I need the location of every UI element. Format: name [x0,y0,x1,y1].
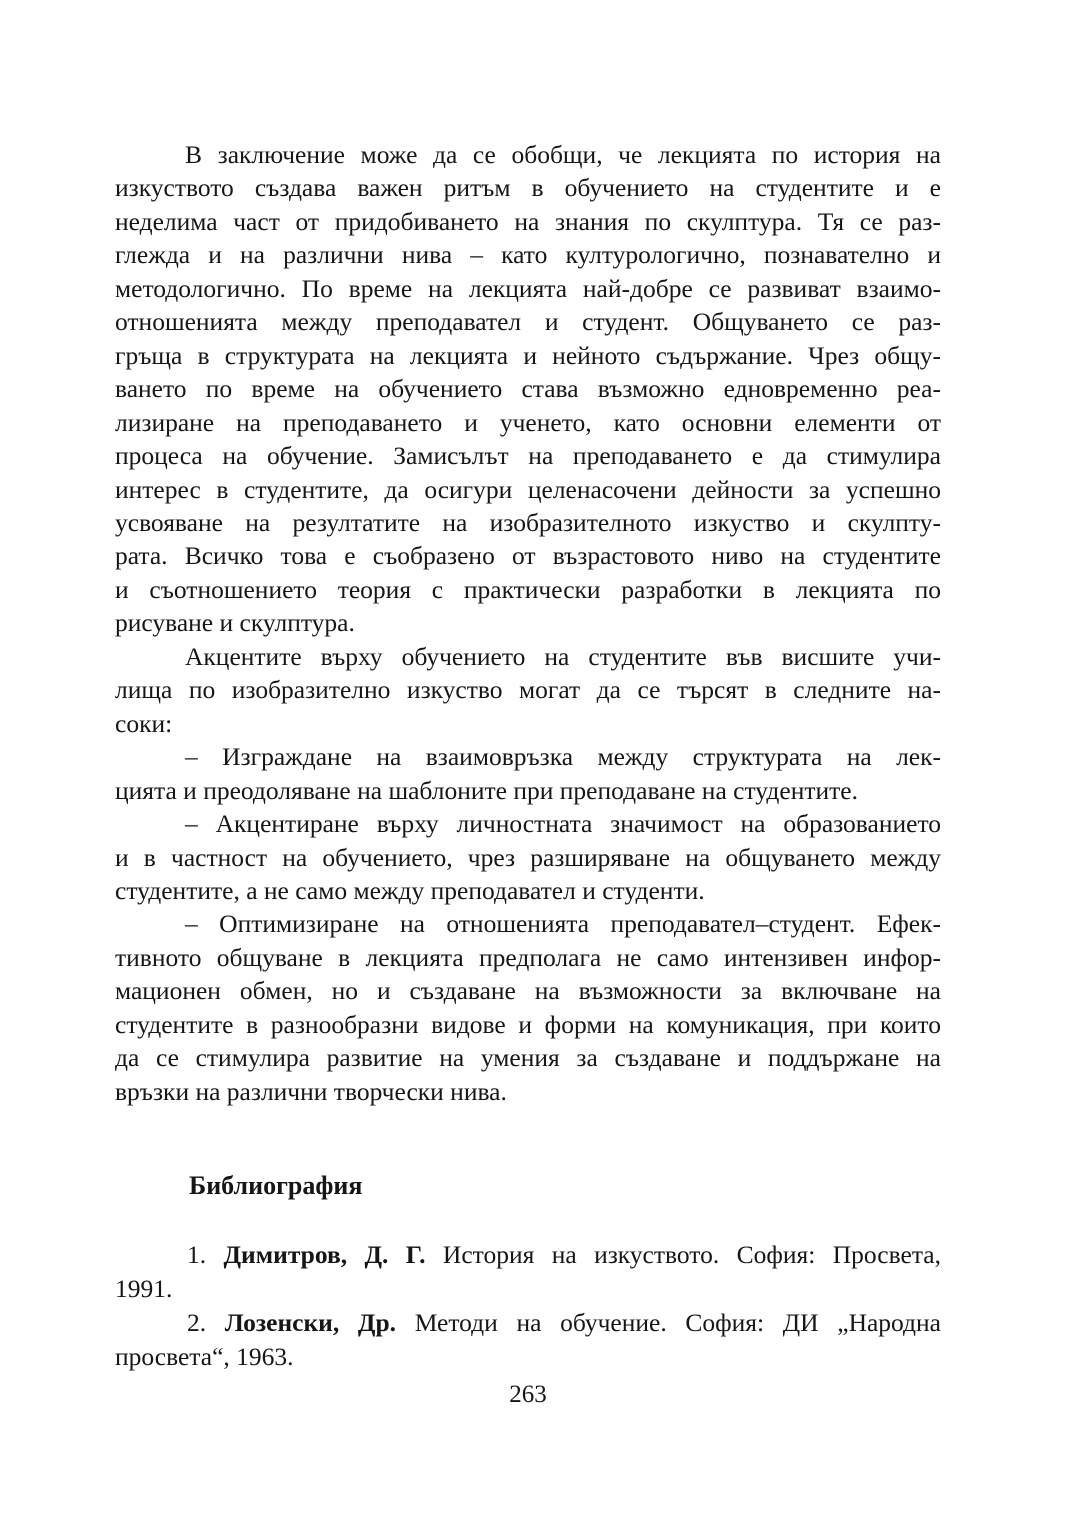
text-line: тивното общуване в лекцията предполага не само интензивен инфор- [115,942,941,972]
bibliography-entry-line: просвета“, 1963. [115,1342,294,1372]
text-line: В заключение може да се обобщи, че лекцията по история на [185,140,941,169]
text-line: рисуване и скулптура. [115,608,355,638]
text-line: усвояване на резултатите на изобразителното изкуство и скулпту- [115,507,941,537]
text-block [115,138,941,1410]
text-line: студентите, а не само между преподавател и студенти. [115,875,705,905]
text-line: интерес в студентите, да осигури целенасочени дейности за успешно [115,474,941,504]
text-line: глежда и на различни нива – като културологично, познавателно и [115,240,941,270]
paragraph [115,907,941,1108]
text-line: изкуството създава важен ритъм в обучението на студентите и е [115,173,941,203]
text-line: – Акцентиране върху личностната значимост на образованието [185,809,941,839]
text-line: студентите в разнообразни видове и форми на комуникация, при които [115,1009,941,1039]
text-line: неделима част от придобиването на знания по скулптура. Тя се раз- [115,206,941,236]
entry-number: 1. [187,1240,207,1270]
text-line: гръща в структурата на лекцията и нейното съдържание. Чрез общу- [115,340,941,370]
paragraph [115,138,941,640]
page-number: 263 [509,1381,547,1409]
entry-title: Методи на обучение. София: ДИ „Народна [414,1308,941,1338]
bibliography-entry-line [115,1238,941,1272]
bibliography-heading: Библиография [189,1171,363,1201]
entry-author: Димитров, Д. Г. [223,1240,426,1270]
text-line: и съотношението теория с практически разработки в лекцията по [115,574,941,604]
entry-number: 2. [187,1308,207,1338]
bibliography-entry-line: 1991. [115,1274,173,1304]
text-line: Акцентите върху обучението на студентите във висшите учи- [185,641,941,671]
text-line: да се стимулира развитие на умения за създаване и поддържане на [115,1043,941,1073]
bibliography-entry-line [115,1306,941,1340]
text-line: лизиране на преподаването и ученето, като основни елементи от [115,407,941,437]
text-line: соки: [115,708,173,738]
text-line: връзки на различни творчески нива. [115,1076,507,1106]
text-line: методологично. По време на лекцията най-добре се развиват взаимо- [115,273,941,303]
text-line: – Изграждане на взаимовръзка между структурата на лек- [185,742,941,772]
text-line: процеса на обучение. Замисълът на преподаването е да стимулира [115,441,941,471]
entry-title: История на изкуството. София: Просвета, [442,1240,941,1270]
text-line: ването по време на обучението става възможно едновременно реа- [115,374,941,404]
text-line: – Оптимизиране на отношенията преподавател–студент. Ефек- [185,909,941,939]
text-line: и в частност на обучението, чрез разширяване на общуването между [115,842,941,872]
text-line: мационен обмен, но и създаване на възможности за включване на [115,976,941,1006]
text-line: рата. Всичко това е съобразено от възрастовото ниво на студентите [115,541,941,571]
entry-author: Лозенски, Др. [224,1308,397,1338]
paragraph [115,740,941,807]
text-line: отношенията между преподавател и студент. Общуването се раз- [115,307,941,337]
paragraph [115,807,941,907]
text-line: цията и преодоляване на шаблоните при преподаване на студентите. [115,775,858,805]
paragraph [115,640,941,740]
bibliography-list [115,1238,941,1374]
text-line: лища по изобразително изкуство могат да се търсят в следните на- [115,675,941,705]
